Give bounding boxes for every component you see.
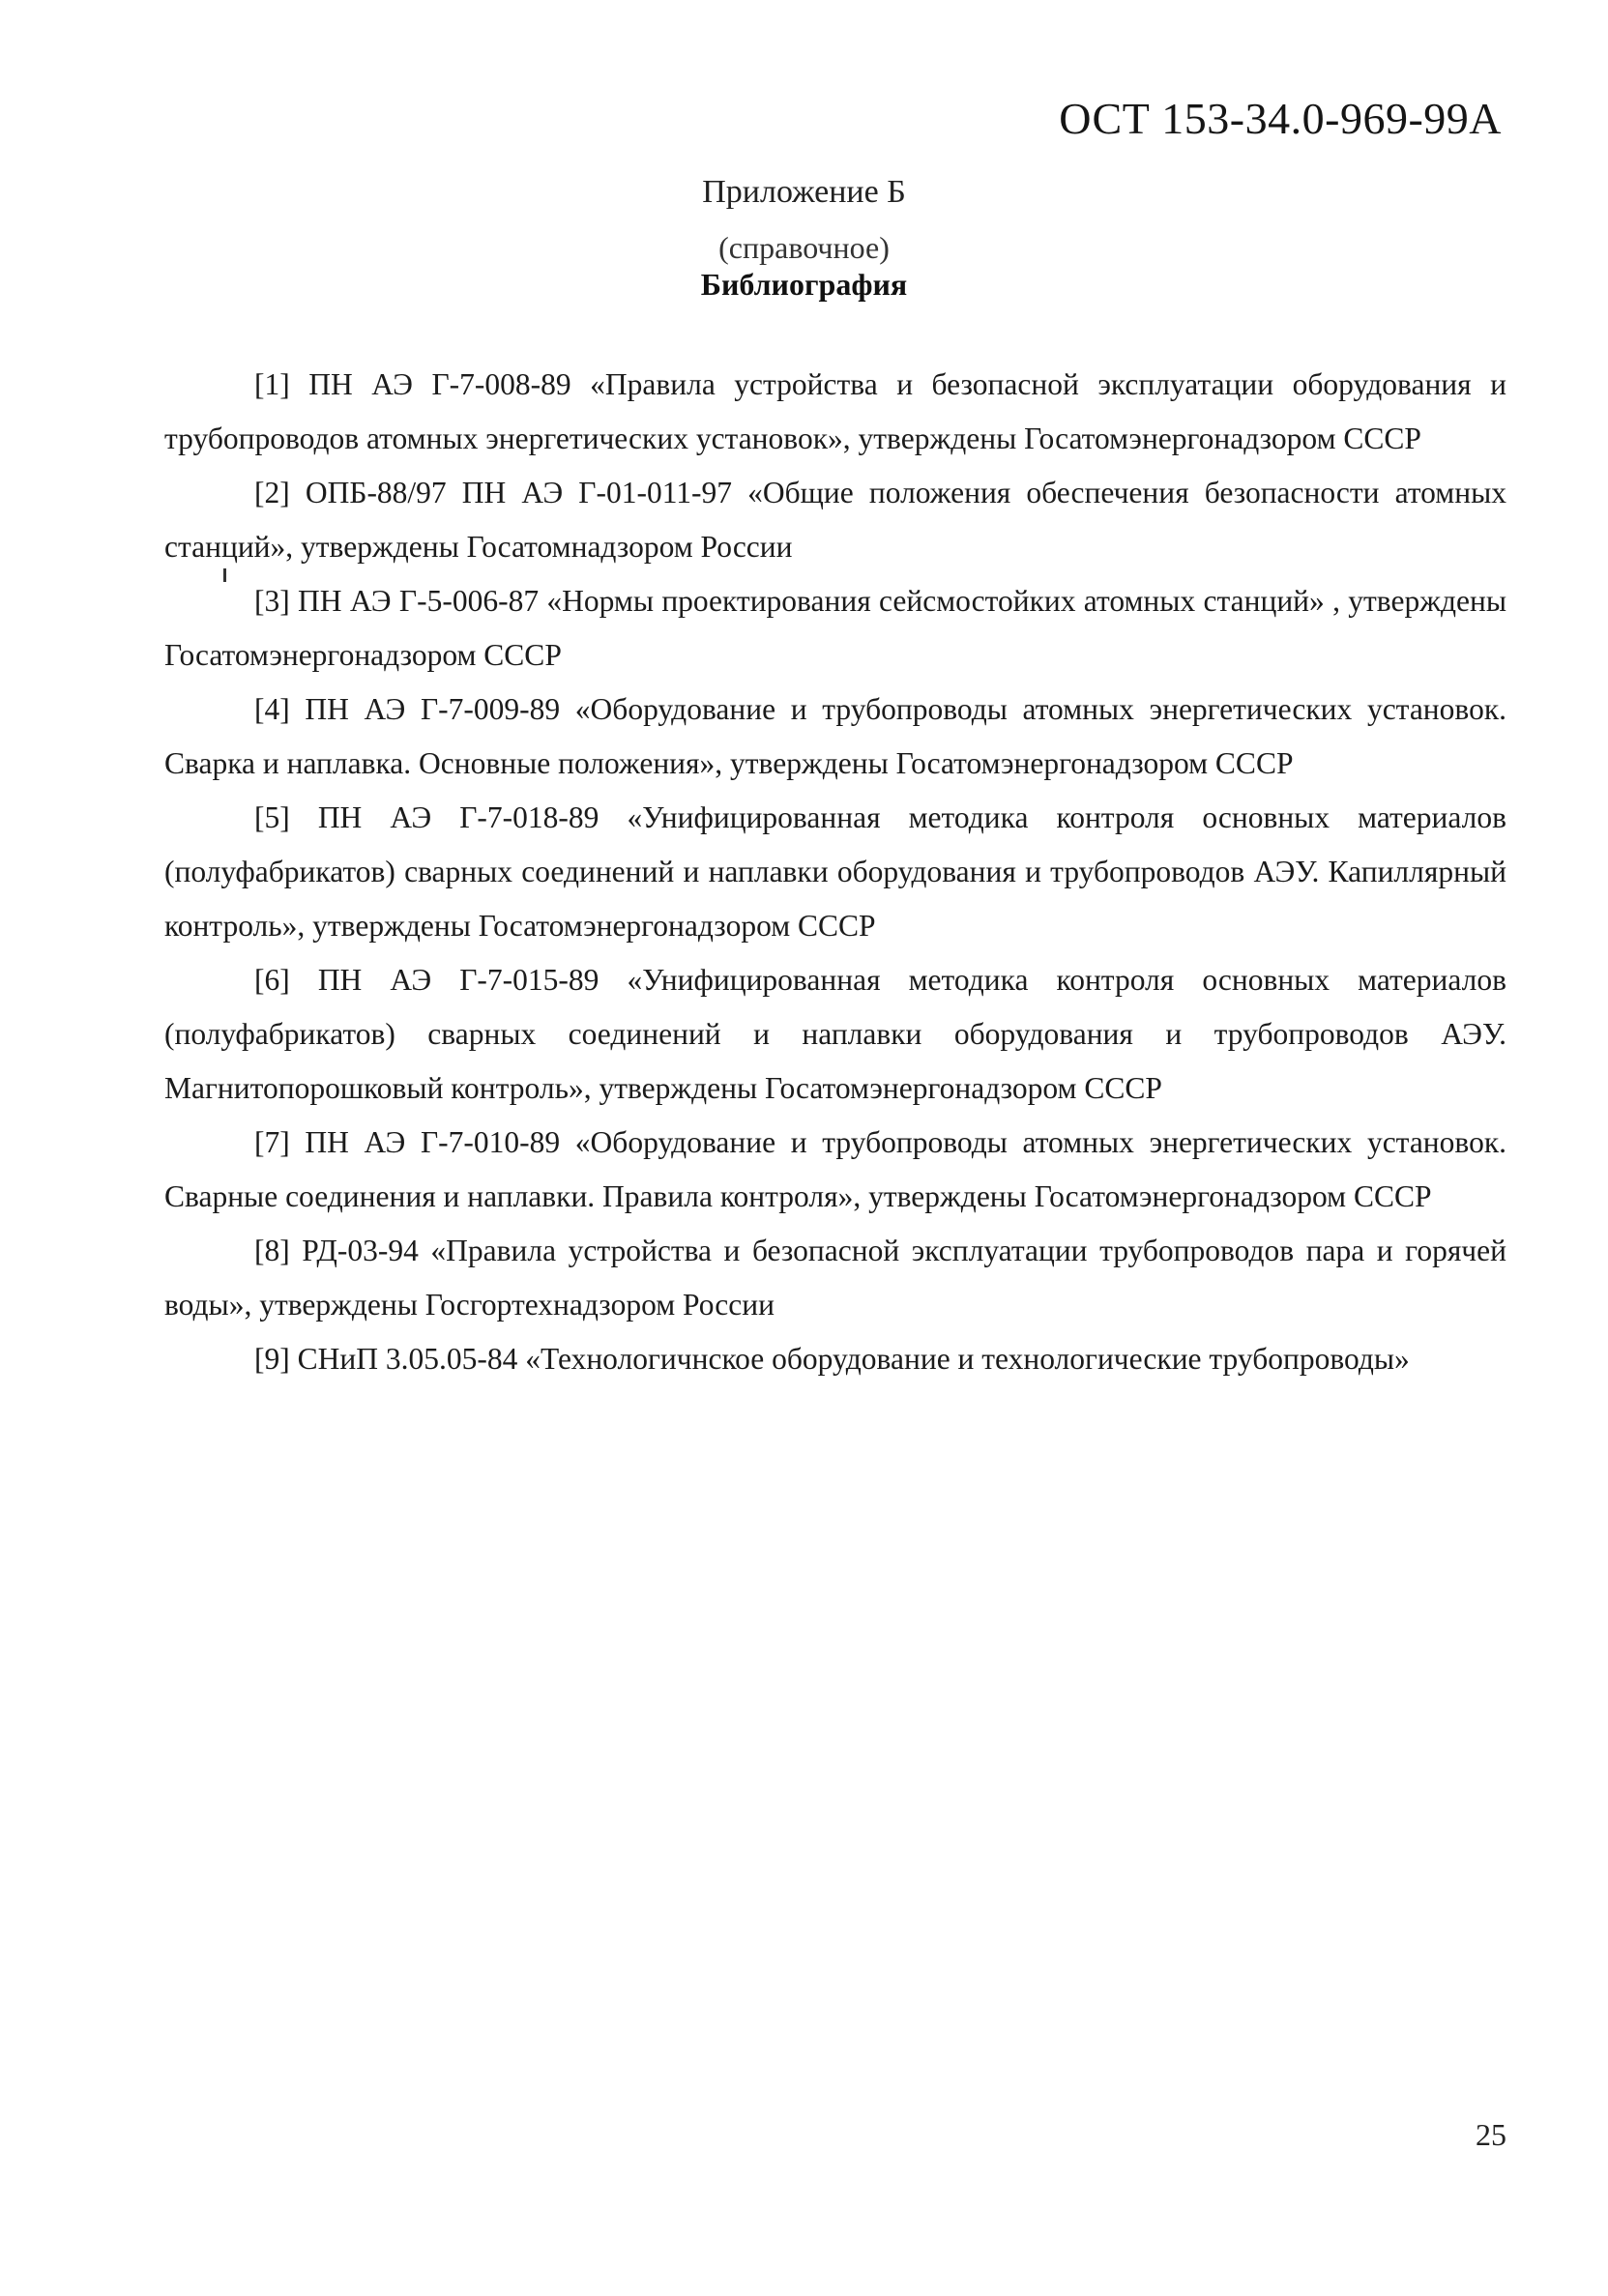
reference-text: ПН АЭ Г-5-006-87 «Нормы проектирования сейсмостойких атомных станций» , утверждены Госатомэнергонадзором СССР — [164, 584, 1506, 672]
reference-item — [164, 1224, 1506, 1332]
reference-number: [9] — [254, 1342, 290, 1376]
reference-text: СНиП 3.05.05-84 «Технологичнское оборудование и технологические трубопроводы» — [297, 1342, 1410, 1376]
appendix-subtitle: (справочное) — [718, 230, 890, 265]
reference-number: [3] — [254, 584, 290, 618]
reference-number: [6] — [254, 963, 290, 997]
reference-text: ПН АЭ Г-7-010-89 «Оборудование и трубопроводы атомных энергетических установок. Сварные соединения и наплавки. Правила контроля», утверждены Госатомэнергонадзором СССР — [164, 1125, 1506, 1213]
reference-text: ПН АЭ Г-7-018-89 «Унифицированная методика контроля основных материалов (полуфабрикатов) сварных соединений и наплавки оборудования и трубопроводов АЭУ. Капиллярный контроль», утверждены Госатомэнергонадзором СССР — [164, 800, 1506, 943]
reference-item — [164, 1332, 1506, 1386]
bibliography-heading: Библиография — [700, 267, 908, 302]
appendix-title: Приложение Б — [702, 174, 906, 210]
reference-text: ПН АЭ Г-7-009-89 «Оборудование и трубопроводы атомных энергетических установок. Сварка и наплавка. Основные положения», утверждены Госатомэнергонадзором СССР — [164, 692, 1506, 780]
page-number: 25 — [1476, 2117, 1506, 2152]
reference-number: [1] — [254, 367, 290, 401]
reference-number: [8] — [254, 1234, 290, 1267]
reference-item — [164, 953, 1506, 1116]
reference-number: [5] — [254, 800, 290, 834]
reference-number: [2] — [254, 476, 290, 509]
reference-list — [164, 358, 1506, 1386]
reference-item — [164, 683, 1506, 791]
reference-text: РД-03-94 «Правила устройства и безопасной эксплуатации трубопроводов пара и горячей воды», утверждены Госгортехнадзором России — [164, 1234, 1506, 1322]
document-code: ОСТ 153-34.0-969-99А — [1059, 94, 1502, 143]
reference-text: ОПБ-88/97 ПН АЭ Г-01-011-97 «Общие положения обеспечения безопасности атомных станций», утверждены Госатомнадзором России — [164, 476, 1506, 564]
reference-item — [164, 466, 1506, 574]
reference-item — [164, 1116, 1506, 1224]
reference-number: [4] — [254, 692, 290, 726]
reference-item — [164, 574, 1506, 683]
reference-item — [164, 358, 1506, 466]
reference-number: [7] — [254, 1125, 290, 1159]
reference-text: ПН АЭ Г-7-015-89 «Унифицированная методика контроля основных материалов (полуфабрикатов) сварных соединений и наплавки оборудования и трубопроводов АЭУ. Магнитопорошковый контроль», утверждены Госатомэнергонадзором СССР — [164, 963, 1506, 1105]
reference-item — [164, 791, 1506, 953]
reference-text: ПН АЭ Г-7-008-89 «Правила устройства и безопасной эксплуатации оборудования и трубопроводов атомных энергетических установок», утверждены Госатомэнергонадзором СССР — [164, 367, 1507, 455]
